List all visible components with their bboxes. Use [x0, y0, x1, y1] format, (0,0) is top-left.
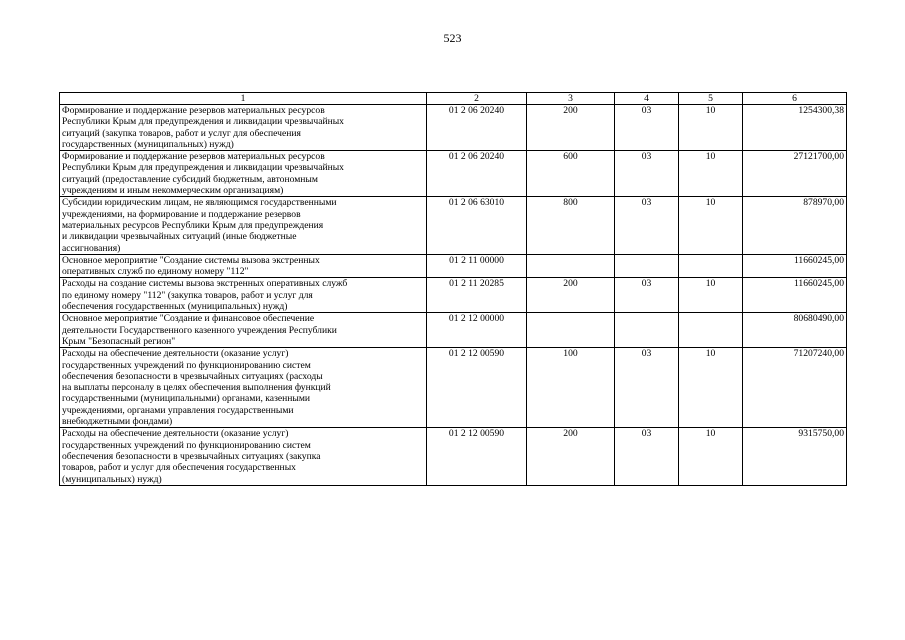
table-row: [60, 254, 847, 278]
expense-name-line: обеспечения безопасности в чрезвычайных ситуациях (закупка: [62, 450, 321, 462]
expense-name-line: Республики Крым для предупреждения и ликвидации чрезвычайных: [62, 162, 344, 174]
section-cell: 03: [615, 278, 679, 313]
expense-name-line: государственными (муниципальными) органами, казенными: [62, 393, 311, 405]
expense-name-line: Крым "Безопасный регион": [62, 335, 176, 347]
target-code-cell: 01 2 11 20285: [427, 278, 527, 313]
expense-name-line: ситуаций (закупка товаров, работ и услуг для обеспечения: [62, 127, 301, 139]
expense-name-line: Формирование и поддержание резервов материальных ресурсов: [62, 151, 325, 163]
column-header-2: 2: [427, 93, 527, 105]
expense-name-line: учреждениям и иным некоммерческим организациям): [62, 185, 284, 197]
expense-name-cell: [60, 197, 427, 254]
table-row: [60, 105, 847, 151]
subsection-cell: 10: [679, 348, 743, 428]
table-row: [60, 348, 847, 428]
subsection-cell: 10: [679, 105, 743, 151]
section-cell: 03: [615, 151, 679, 197]
page-number: 523: [443, 31, 462, 45]
table-row: [60, 278, 847, 313]
amount-cell: 27121700,00: [743, 151, 847, 197]
expense-name-line: материальных ресурсов Республики Крым для предупреждения: [62, 219, 324, 231]
table-row: [60, 313, 847, 348]
table-row: [60, 197, 847, 254]
table-body: [60, 105, 847, 486]
expense-name-line: Основное мероприятие "Создание системы вызова экстренных: [62, 254, 320, 266]
subsection-cell: [679, 313, 743, 348]
target-code-cell: 01 2 06 20240: [427, 105, 527, 151]
budget-table: [59, 92, 847, 486]
expense-name-line: государственных (муниципальных) нужд): [62, 138, 234, 150]
subsection-cell: 10: [679, 197, 743, 254]
expense-name-line: ситуаций (предоставление субсидий бюджетным, автономным: [62, 173, 318, 185]
table-row: [60, 428, 847, 485]
target-code-cell: 01 2 12 00000: [427, 313, 527, 348]
expense-type-cell: 600: [527, 151, 615, 197]
amount-cell: 1254300,38: [743, 105, 847, 151]
expense-name-line: Формирование и поддержание резервов материальных ресурсов: [62, 105, 325, 116]
section-cell: 03: [615, 348, 679, 428]
target-code-cell: 01 2 11 00000: [427, 254, 527, 278]
expense-name-line: товаров, работ и услуг для обеспечения государственных: [62, 462, 296, 474]
amount-cell: 878970,00: [743, 197, 847, 254]
target-code-cell: 01 2 06 63010: [427, 197, 527, 254]
section-cell: [615, 313, 679, 348]
expense-name-line: государственных учреждений по функционированию систем: [62, 439, 311, 451]
expense-name-line: ассигнования): [62, 242, 121, 254]
column-header-1: 1: [60, 93, 427, 105]
expense-name-line: деятельности Государственного казенного учреждения Республики: [62, 324, 337, 336]
expense-name-line: по единому номеру "112" (закупка товаров, работ и услуг для: [62, 289, 313, 301]
subsection-cell: 10: [679, 428, 743, 485]
expense-name-cell: [60, 151, 427, 197]
expense-name-line: государственных учреждений по функционированию систем: [62, 359, 311, 371]
section-cell: 03: [615, 105, 679, 151]
expense-name-line: Основное мероприятие "Создание и финансовое обеспечение: [62, 313, 315, 325]
header-row: [60, 93, 847, 105]
expense-name-line: Расходы на обеспечение деятельности (оказание услуг): [62, 428, 289, 440]
column-header-6: 6: [743, 93, 847, 105]
expense-name-line: учреждениями, органами управления государственными: [62, 404, 294, 416]
section-cell: 03: [615, 428, 679, 485]
expense-name-cell: [60, 105, 427, 151]
expense-type-cell: [527, 313, 615, 348]
section-cell: 03: [615, 197, 679, 254]
column-header-4: 4: [615, 93, 679, 105]
expense-name-line: внебюджетными фондами): [62, 416, 173, 428]
expense-type-cell: 100: [527, 348, 615, 428]
target-code-cell: 01 2 06 20240: [427, 151, 527, 197]
expense-type-cell: 200: [527, 278, 615, 313]
expense-name-cell: [60, 428, 427, 485]
amount-cell: 11660245,00: [743, 278, 847, 313]
expense-name-line: Расходы на создание системы вызова экстренных оперативных служб: [62, 278, 348, 290]
expense-type-cell: 200: [527, 428, 615, 485]
amount-cell: 11660245,00: [743, 254, 847, 278]
expense-name-line: (муниципальных) нужд): [62, 473, 162, 485]
amount-cell: 80680490,00: [743, 313, 847, 348]
subsection-cell: 10: [679, 151, 743, 197]
expense-name-line: Республики Крым для предупреждения и ликвидации чрезвычайных: [62, 116, 344, 128]
amount-cell: 71207240,00: [743, 348, 847, 428]
expense-name-cell: [60, 278, 427, 313]
expense-type-cell: 800: [527, 197, 615, 254]
expense-name-line: оперативных служб по единому номеру "112": [62, 266, 249, 278]
expense-name-cell: [60, 348, 427, 428]
expense-name-line: на выплаты персоналу в целях обеспечения выполнения функций: [62, 382, 331, 394]
expense-name-line: обеспечения безопасности в чрезвычайных ситуациях (расходы: [62, 370, 323, 382]
column-header-3: 3: [527, 93, 615, 105]
target-code-cell: 01 2 12 00590: [427, 348, 527, 428]
expense-name-line: учреждениями, на формирование и поддержание резервов: [62, 208, 301, 220]
expense-type-cell: [527, 254, 615, 278]
amount-cell: 9315750,00: [743, 428, 847, 485]
column-header-5: 5: [679, 93, 743, 105]
expense-name-line: обеспечения государственных (муниципальных) нужд): [62, 301, 288, 313]
expense-name-cell: [60, 254, 427, 278]
expense-type-cell: 200: [527, 105, 615, 151]
subsection-cell: 10: [679, 278, 743, 313]
section-cell: [615, 254, 679, 278]
table-row: [60, 151, 847, 197]
target-code-cell: 01 2 12 00590: [427, 428, 527, 485]
expense-name-line: и ликвидации чрезвычайных ситуаций (иные бюджетные: [62, 231, 297, 243]
expense-name-line: Субсидии юридическим лицам, не являющимся государственными: [62, 197, 337, 209]
expense-name-line: Расходы на обеспечение деятельности (оказание услуг): [62, 348, 289, 360]
expense-name-cell: [60, 313, 427, 348]
subsection-cell: [679, 254, 743, 278]
